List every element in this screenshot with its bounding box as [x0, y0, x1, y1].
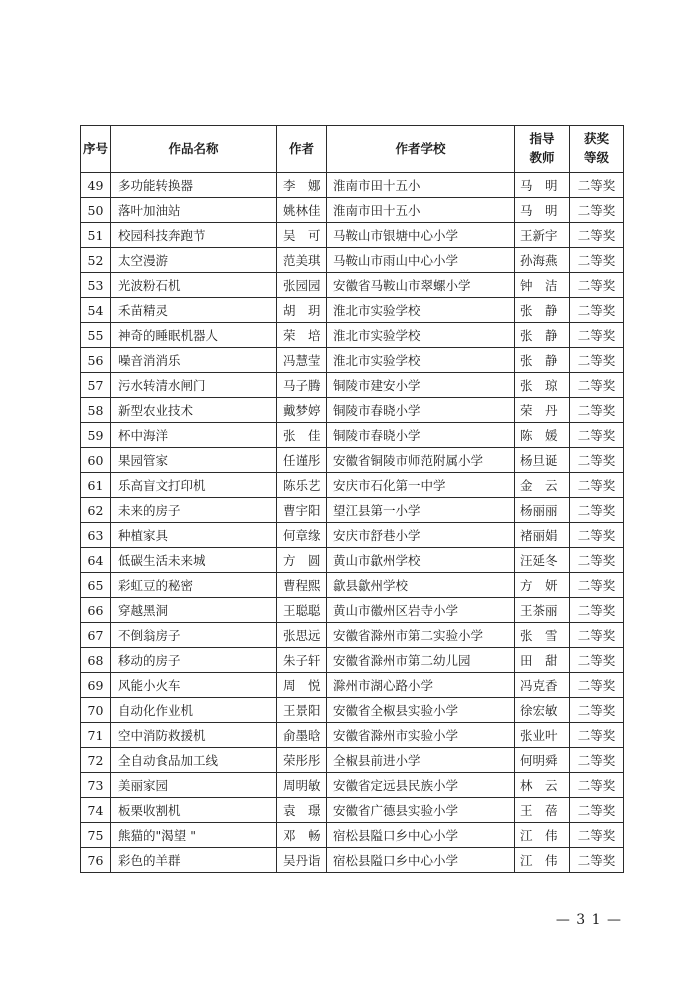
cell-work-title: 太空漫游 [111, 248, 277, 273]
cell-work-title: 全自动食品加工线 [111, 748, 277, 773]
cell-work-title: 光波粉石机 [111, 273, 277, 298]
cell-award: 二等奖 [570, 498, 624, 523]
cell-award: 二等奖 [570, 648, 624, 673]
cell-author: 李 娜 [277, 173, 327, 198]
cell-award: 二等奖 [570, 448, 624, 473]
cell-school: 安庆市舒巷小学 [327, 523, 515, 548]
cell-school: 铜陵市春晓小学 [327, 398, 515, 423]
cell-teacher: 褚丽娟 [515, 523, 570, 548]
cell-work-title: 彩色的羊群 [111, 848, 277, 873]
cell-teacher: 张 静 [515, 323, 570, 348]
cell-number: 53 [81, 273, 111, 298]
cell-author: 张园园 [277, 273, 327, 298]
cell-teacher: 徐宏敏 [515, 698, 570, 723]
table-row [81, 523, 624, 548]
cell-school: 黄山市徽州区岩寺小学 [327, 598, 515, 623]
cell-teacher: 汪延冬 [515, 548, 570, 573]
cell-school: 宿松县隘口乡中心小学 [327, 848, 515, 873]
cell-teacher: 王茶丽 [515, 598, 570, 623]
cell-teacher: 王新宇 [515, 223, 570, 248]
cell-author: 吴丹诣 [277, 848, 327, 873]
cell-work-title: 彩虹豆的秘密 [111, 573, 277, 598]
table-row [81, 673, 624, 698]
cell-number: 55 [81, 323, 111, 348]
cell-number: 70 [81, 698, 111, 723]
table-row [81, 223, 624, 248]
cell-number: 69 [81, 673, 111, 698]
cell-teacher: 方 妍 [515, 573, 570, 598]
cell-number: 76 [81, 848, 111, 873]
cell-work-title: 杯中海洋 [111, 423, 277, 448]
page-number: — 3 1 — [555, 912, 622, 928]
header-teacher [515, 126, 570, 173]
cell-number: 75 [81, 823, 111, 848]
cell-number: 67 [81, 623, 111, 648]
cell-work-title: 低碳生活未来城 [111, 548, 277, 573]
table-row [81, 598, 624, 623]
cell-award: 二等奖 [570, 723, 624, 748]
cell-school: 淮北市实验学校 [327, 348, 515, 373]
cell-number: 71 [81, 723, 111, 748]
cell-number: 62 [81, 498, 111, 523]
cell-author: 张思远 [277, 623, 327, 648]
table-row [81, 698, 624, 723]
cell-number: 61 [81, 473, 111, 498]
table-row [81, 823, 624, 848]
cell-teacher: 马 明 [515, 173, 570, 198]
cell-teacher: 张业叶 [515, 723, 570, 748]
cell-number: 50 [81, 198, 111, 223]
cell-author: 邓 畅 [277, 823, 327, 848]
cell-teacher: 金 云 [515, 473, 570, 498]
cell-author: 范美琪 [277, 248, 327, 273]
cell-work-title: 不倒翁房子 [111, 623, 277, 648]
table-row [81, 248, 624, 273]
cell-number: 68 [81, 648, 111, 673]
cell-author: 周 悦 [277, 673, 327, 698]
table-row [81, 498, 624, 523]
cell-work-title: 污水转清水闸门 [111, 373, 277, 398]
cell-award: 二等奖 [570, 848, 624, 873]
cell-number: 63 [81, 523, 111, 548]
cell-number: 66 [81, 598, 111, 623]
cell-number: 49 [81, 173, 111, 198]
cell-award: 二等奖 [570, 798, 624, 823]
table-row [81, 348, 624, 373]
cell-number: 54 [81, 298, 111, 323]
cell-work-title: 风能小火车 [111, 673, 277, 698]
cell-work-title: 穿越黑洞 [111, 598, 277, 623]
cell-teacher: 杨丽丽 [515, 498, 570, 523]
cell-author: 胡 玥 [277, 298, 327, 323]
cell-school: 马鞍山市雨山中心小学 [327, 248, 515, 273]
cell-work-title: 果园管家 [111, 448, 277, 473]
cell-number: 72 [81, 748, 111, 773]
cell-award: 二等奖 [570, 248, 624, 273]
cell-teacher: 林 云 [515, 773, 570, 798]
table-row [81, 448, 624, 473]
cell-award: 二等奖 [570, 623, 624, 648]
cell-teacher: 何明舜 [515, 748, 570, 773]
cell-award: 二等奖 [570, 223, 624, 248]
cell-work-title: 种植家具 [111, 523, 277, 548]
cell-school: 淮北市实验学校 [327, 323, 515, 348]
cell-teacher: 田 甜 [515, 648, 570, 673]
cell-author: 王景阳 [277, 698, 327, 723]
cell-author: 吴 可 [277, 223, 327, 248]
cell-school: 安庆市石化第一中学 [327, 473, 515, 498]
cell-award: 二等奖 [570, 523, 624, 548]
header-school: 作者学校 [327, 126, 515, 173]
header-award [570, 126, 624, 173]
cell-teacher: 张 雪 [515, 623, 570, 648]
table-row [81, 748, 624, 773]
cell-author: 俞墨晗 [277, 723, 327, 748]
cell-teacher: 马 明 [515, 198, 570, 223]
cell-work-title: 禾苗精灵 [111, 298, 277, 323]
cell-school: 安徽省马鞍山市翠螺小学 [327, 273, 515, 298]
table-row [81, 773, 624, 798]
cell-award: 二等奖 [570, 348, 624, 373]
cell-teacher: 杨旦诞 [515, 448, 570, 473]
cell-number: 64 [81, 548, 111, 573]
table-row [81, 173, 624, 198]
cell-author: 方 圆 [277, 548, 327, 573]
cell-number: 74 [81, 798, 111, 823]
cell-work-title: 自动化作业机 [111, 698, 277, 723]
cell-author: 曹程熙 [277, 573, 327, 598]
cell-work-title: 移动的房子 [111, 648, 277, 673]
header-teacher-line1: 指导 [529, 132, 555, 147]
header-author: 作者 [277, 126, 327, 173]
cell-author: 任谨彤 [277, 448, 327, 473]
table-row [81, 473, 624, 498]
cell-award: 二等奖 [570, 748, 624, 773]
cell-work-title: 神奇的睡眠机器人 [111, 323, 277, 348]
header-row [81, 126, 624, 173]
cell-school: 安徽省滁州市第二实验小学 [327, 623, 515, 648]
header-teacher-line2: 教师 [529, 151, 555, 165]
cell-author: 荣彤彤 [277, 748, 327, 773]
cell-school: 淮南市田十五小 [327, 198, 515, 223]
cell-work-title: 美丽家园 [111, 773, 277, 798]
cell-work-title: 空中消防救援机 [111, 723, 277, 748]
cell-award: 二等奖 [570, 298, 624, 323]
cell-author: 马子腾 [277, 373, 327, 398]
cell-number: 59 [81, 423, 111, 448]
header-work-title: 作品名称 [111, 126, 277, 173]
cell-award: 二等奖 [570, 323, 624, 348]
cell-author: 姚林佳 [277, 198, 327, 223]
table-row [81, 323, 624, 348]
cell-work-title: 噪音消消乐 [111, 348, 277, 373]
table-row [81, 298, 624, 323]
cell-award: 二等奖 [570, 698, 624, 723]
cell-number: 51 [81, 223, 111, 248]
table-row [81, 423, 624, 448]
cell-author: 周明敏 [277, 773, 327, 798]
cell-teacher: 王 蓓 [515, 798, 570, 823]
cell-author: 陈乐艺 [277, 473, 327, 498]
cell-school: 安徽省全椒县实验小学 [327, 698, 515, 723]
award-results-table [80, 125, 624, 873]
cell-school: 望江县第一小学 [327, 498, 515, 523]
table-row [81, 623, 624, 648]
table-body [81, 173, 624, 873]
table-row [81, 848, 624, 873]
cell-teacher: 孙海燕 [515, 248, 570, 273]
cell-school: 安徽省滁州市第二幼儿园 [327, 648, 515, 673]
cell-school: 滁州市湖心路小学 [327, 673, 515, 698]
cell-work-title: 乐高盲文打印机 [111, 473, 277, 498]
cell-school: 铜陵市建安小学 [327, 373, 515, 398]
cell-school: 全椒县前进小学 [327, 748, 515, 773]
cell-work-title: 熊猫的"渴望 " [111, 823, 277, 848]
cell-number: 52 [81, 248, 111, 273]
cell-school: 安徽省广德县实验小学 [327, 798, 515, 823]
cell-award: 二等奖 [570, 273, 624, 298]
cell-school: 马鞍山市银塘中心小学 [327, 223, 515, 248]
cell-school: 安徽省铜陵市师范附属小学 [327, 448, 515, 473]
header-award-line2: 等级 [583, 151, 609, 165]
header-number: 序号 [81, 126, 111, 173]
table-row [81, 373, 624, 398]
cell-number: 60 [81, 448, 111, 473]
table-row [81, 798, 624, 823]
cell-school: 宿松县隘口乡中心小学 [327, 823, 515, 848]
header-award-line1: 获奖 [583, 132, 609, 147]
cell-school: 歙县歙州学校 [327, 573, 515, 598]
cell-work-title: 新型农业技术 [111, 398, 277, 423]
cell-author: 朱子轩 [277, 648, 327, 673]
cell-school: 安徽省滁州市实验小学 [327, 723, 515, 748]
cell-award: 二等奖 [570, 423, 624, 448]
cell-award: 二等奖 [570, 573, 624, 598]
table-row [81, 273, 624, 298]
cell-award: 二等奖 [570, 173, 624, 198]
cell-award: 二等奖 [570, 773, 624, 798]
table-row [81, 198, 624, 223]
cell-author: 张 佳 [277, 423, 327, 448]
table-row [81, 648, 624, 673]
cell-author: 袁 璟 [277, 798, 327, 823]
cell-teacher: 张 静 [515, 298, 570, 323]
cell-school: 淮南市田十五小 [327, 173, 515, 198]
cell-award: 二等奖 [570, 548, 624, 573]
cell-award: 二等奖 [570, 373, 624, 398]
cell-author: 何章缘 [277, 523, 327, 548]
cell-teacher: 张 琼 [515, 373, 570, 398]
cell-teacher: 江 伟 [515, 848, 570, 873]
cell-number: 56 [81, 348, 111, 373]
cell-author: 荣 培 [277, 323, 327, 348]
cell-work-title: 校园科技奔跑节 [111, 223, 277, 248]
cell-author: 曹宇阳 [277, 498, 327, 523]
table-row [81, 573, 624, 598]
cell-award: 二等奖 [570, 473, 624, 498]
cell-number: 58 [81, 398, 111, 423]
cell-award: 二等奖 [570, 598, 624, 623]
cell-work-title: 未来的房子 [111, 498, 277, 523]
cell-teacher: 陈 媛 [515, 423, 570, 448]
cell-award: 二等奖 [570, 198, 624, 223]
cell-award: 二等奖 [570, 673, 624, 698]
cell-work-title: 落叶加油站 [111, 198, 277, 223]
cell-school: 黄山市歙州学校 [327, 548, 515, 573]
cell-teacher: 荣 丹 [515, 398, 570, 423]
cell-work-title: 多功能转换器 [111, 173, 277, 198]
cell-work-title: 板栗收割机 [111, 798, 277, 823]
cell-school: 铜陵市春晓小学 [327, 423, 515, 448]
cell-number: 73 [81, 773, 111, 798]
cell-teacher: 张 静 [515, 348, 570, 373]
cell-author: 冯慧莹 [277, 348, 327, 373]
cell-teacher: 冯克香 [515, 673, 570, 698]
cell-teacher: 江 伟 [515, 823, 570, 848]
cell-author: 王聪聪 [277, 598, 327, 623]
cell-number: 57 [81, 373, 111, 398]
table-header [81, 126, 624, 173]
table-row [81, 723, 624, 748]
cell-number: 65 [81, 573, 111, 598]
cell-author: 戴梦婷 [277, 398, 327, 423]
cell-school: 安徽省定远县民族小学 [327, 773, 515, 798]
table-row [81, 398, 624, 423]
cell-school: 淮北市实验学校 [327, 298, 515, 323]
cell-award: 二等奖 [570, 823, 624, 848]
table-row [81, 548, 624, 573]
cell-award: 二等奖 [570, 398, 624, 423]
cell-teacher: 钟 洁 [515, 273, 570, 298]
